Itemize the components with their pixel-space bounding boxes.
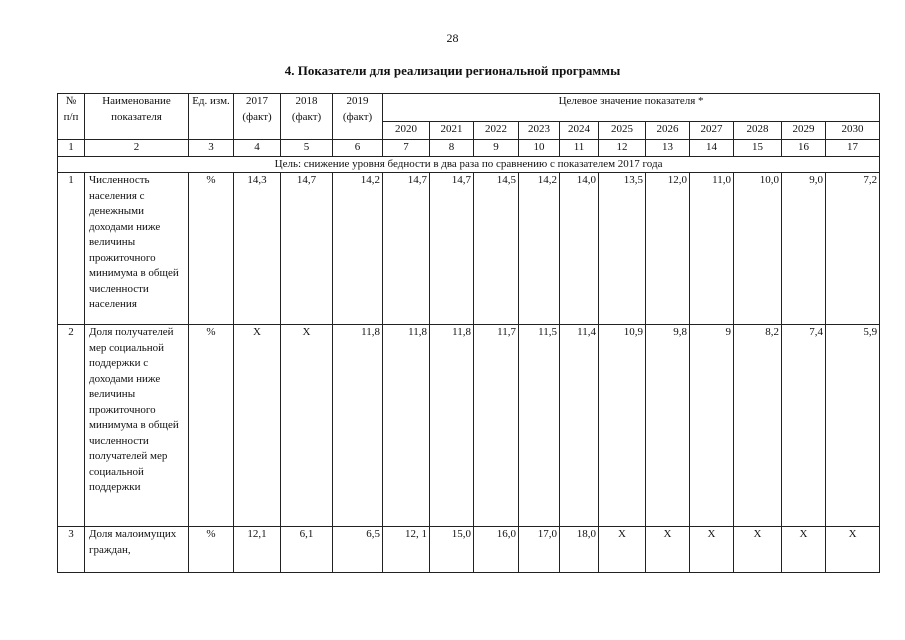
column-number: 13	[646, 140, 690, 157]
column-number: 6	[333, 140, 383, 157]
column-number: 16	[782, 140, 826, 157]
value-cell: 11,8	[383, 325, 430, 527]
value-cell: 7,2	[826, 173, 880, 325]
indicator-name: Доля малоимущих граждан,	[85, 527, 189, 573]
column-number: 5	[281, 140, 333, 157]
row-number: 3	[58, 527, 85, 573]
page-title: 4. Показатели для реализации региональной программы	[284, 63, 621, 78]
value-cell: 14,5	[474, 173, 519, 325]
value-cell: Х	[281, 325, 333, 527]
value-cell: 12,0	[646, 173, 690, 325]
value-cell: 7,4	[782, 325, 826, 527]
value-cell: 11,8	[430, 325, 474, 527]
column-number: 3	[189, 140, 234, 157]
value-cell: 6,5	[333, 527, 383, 573]
value-cell: 10,9	[599, 325, 646, 527]
value-cell: 14,7	[430, 173, 474, 325]
value-cell: 14,2	[519, 173, 560, 325]
value-cell: Х	[782, 527, 826, 573]
column-numbers-row	[58, 140, 880, 157]
header-year: 2030	[826, 122, 880, 140]
goal-row	[58, 156, 880, 173]
row-number: 2	[58, 325, 85, 527]
header-2018: 2018 (факт)	[281, 94, 333, 140]
value-cell: 9,0	[782, 173, 826, 325]
value-cell: 6,1	[281, 527, 333, 573]
value-cell: 11,7	[474, 325, 519, 527]
value-cell: Х	[690, 527, 734, 573]
value-cell: 14,7	[383, 173, 430, 325]
header-year: 2024	[560, 122, 599, 140]
header-year: 2026	[646, 122, 690, 140]
header-year: 2020	[383, 122, 430, 140]
table-row	[58, 325, 880, 527]
value-cell: 14,0	[560, 173, 599, 325]
value-cell: Х	[646, 527, 690, 573]
value-cell: 13,5	[599, 173, 646, 325]
column-number: 1	[58, 140, 85, 157]
value-cell: 11,8	[333, 325, 383, 527]
unit-cell: %	[189, 325, 234, 527]
row-number: 1	[58, 173, 85, 325]
header-year: 2023	[519, 122, 560, 140]
header-year: 2021	[430, 122, 474, 140]
value-cell: 11,0	[690, 173, 734, 325]
header-num: № п/п	[58, 94, 85, 140]
header-name: Наименование показателя	[85, 94, 189, 140]
column-number: 4	[234, 140, 281, 157]
column-number: 7	[383, 140, 430, 157]
header-2017: 2017 (факт)	[234, 94, 281, 140]
unit-cell: %	[189, 527, 234, 573]
value-cell: Х	[599, 527, 646, 573]
value-cell: 11,5	[519, 325, 560, 527]
value-cell: 10,0	[734, 173, 782, 325]
value-cell: Х	[234, 325, 281, 527]
value-cell: 12,1	[234, 527, 281, 573]
header-year: 2022	[474, 122, 519, 140]
column-number: 11	[560, 140, 599, 157]
value-cell: 18,0	[560, 527, 599, 573]
column-number: 8	[430, 140, 474, 157]
value-cell: 9	[690, 325, 734, 527]
column-number: 14	[690, 140, 734, 157]
value-cell: 8,2	[734, 325, 782, 527]
column-number: 10	[519, 140, 560, 157]
page-number: 28	[446, 31, 459, 45]
value-cell: 11,4	[560, 325, 599, 527]
value-cell: 14,3	[234, 173, 281, 325]
header-unit: Ед. изм.	[189, 94, 234, 140]
column-number: 2	[85, 140, 189, 157]
value-cell: 12, 1	[383, 527, 430, 573]
header-year: 2028	[734, 122, 782, 140]
header-target: Целевое значение показателя *	[383, 94, 880, 122]
value-cell: 17,0	[519, 527, 560, 573]
value-cell: Х	[734, 527, 782, 573]
header-year: 2025	[599, 122, 646, 140]
indicator-name: Численность населения с денежными доходами ниже величины прожиточного минимума в общей численности населения	[85, 173, 189, 325]
value-cell: Х	[826, 527, 880, 573]
unit-cell: %	[189, 173, 234, 325]
indicators-table	[57, 93, 880, 573]
column-number: 9	[474, 140, 519, 157]
value-cell: 16,0	[474, 527, 519, 573]
header-2019: 2019 (факт)	[333, 94, 383, 140]
column-number: 15	[734, 140, 782, 157]
indicator-name: Доля получателей мер социальной поддержки с доходами ниже величины прожиточного минимума в общей численности получателей мер социальной поддержки	[85, 325, 189, 527]
table-row	[58, 173, 880, 325]
column-number: 12	[599, 140, 646, 157]
goal-text: Цель: снижение уровня бедности в два раза по сравнению с показателем 2017 года	[58, 156, 880, 173]
header-year: 2027	[690, 122, 734, 140]
value-cell: 9,8	[646, 325, 690, 527]
value-cell: 14,7	[281, 173, 333, 325]
table-row	[58, 527, 880, 573]
value-cell: 15,0	[430, 527, 474, 573]
header-year: 2029	[782, 122, 826, 140]
value-cell: 14,2	[333, 173, 383, 325]
header-row	[58, 94, 880, 122]
column-number: 17	[826, 140, 880, 157]
value-cell: 5,9	[826, 325, 880, 527]
